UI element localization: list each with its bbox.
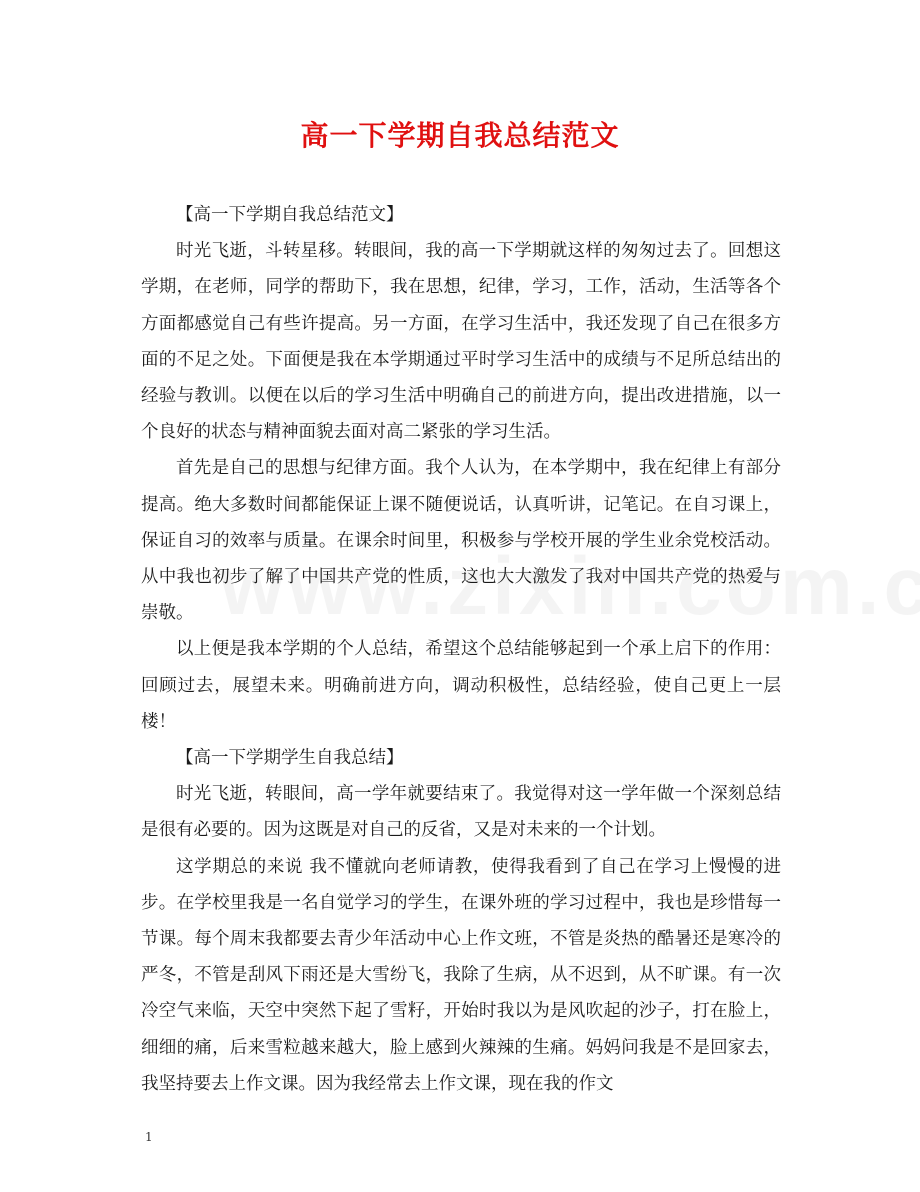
paragraph: 时光飞逝，转眼间，高一学年就要结束了。我觉得对这一学年做一个深刻总结是很有必要的。因为这既是对自己的反省，又是对未来的一个计划。 xyxy=(141,784,781,841)
paragraph: 这学期总的来说 我不懂就向老师请教，使得我看到了自己在学习上慢慢的进步。在学校里我是一名自觉学习的学生，在课外班的学习过程中，我也是珍惜每一节课。每个周末我都要去青少年活动中心上作文班，不管是炎热的酷暑还是寒冷的严冬，不管是刮风下雨还是大雪纷飞，我除了生病，从不迟到，从不旷课。有一次冷空气来临，天空中突然下起了雪籽，开始时我以为是风吹起的沙子，打在脸上，细细的痛，后来雪粒越来越大，脸上感到火辣辣的生痛。妈妈问我是不是回家去，我坚持要去上作文课。因为我经常去上作文课，现在我的作文 xyxy=(141,856,781,1094)
section-heading: 【高一下学期自我总结范文】 xyxy=(176,205,404,225)
paragraph: 首先是自己的思想与纪律方面。我个人认为，在本学期中，我在纪律上有部分提高。绝大多数时间都能保证上课不随便说话，认真听讲，记笔记。在自习课上，保证自习的效率与质量。在课余时间里，积极参与学校开展的学生业余党校活动。从中我也初步了解了中国共产党的性质，这也大大激发了我对中国共产党的热爱与崇敬。 xyxy=(141,458,781,624)
section-heading: 【高一下学期学生自我总结】 xyxy=(176,748,404,769)
paragraph: 以上便是我本学期的个人总结，希望这个总结能够起到一个承上启下的作用：回顾过去，展望未来。明确前进方向，调动积极性，总结经验，使自己更上一层楼！ xyxy=(141,639,781,732)
document-body xyxy=(141,197,781,1102)
paragraph: 时光飞逝，斗转星移。转眼间，我的高一下学期就这样的匆匆过去了。回想这学期，在老师，同学的帮助下，我在思想，纪律，学习，工作，活动，生活等各个方面都感觉自己有些许提高。另一方面，在学习生活中，我还发现了自己在很多方面的不足之处。下面便是我在本学期通过平时学习生活中的成绩与不足所总结出的经验与教训。以便在以后的学习生活中明确自己的前进方向，提出改进措施，以一个良好的状态与精神面貌去面对高二紧张的学习生活。 xyxy=(141,241,781,443)
page-title: 高一下学期自我总结范文 xyxy=(300,119,620,152)
page-number: 1 xyxy=(145,1130,153,1144)
